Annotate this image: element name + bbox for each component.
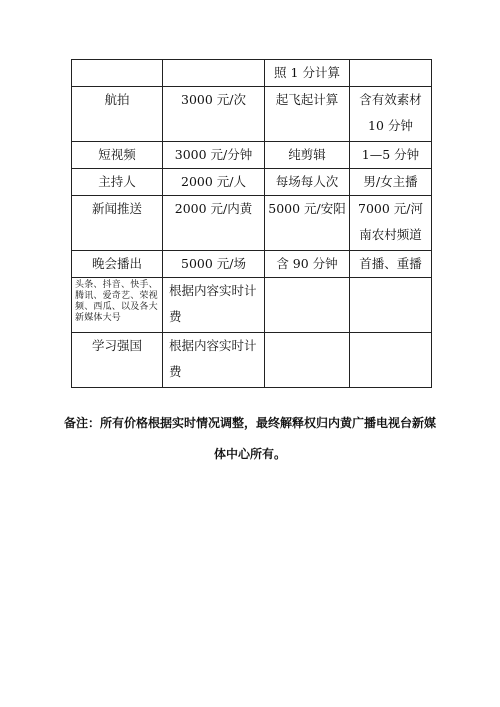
table-cell: 根据内容实时计费: [163, 333, 265, 388]
table-cell: 学习强国: [72, 333, 163, 388]
table-row: [72, 251, 432, 278]
table-cell: 头条、抖音、快手、腾讯、爱奇艺、荣视频、西瓜、以及各大新媒体大号: [72, 278, 163, 333]
table-cell: [350, 278, 432, 333]
table-cell: 含有效素材 10 分钟: [350, 87, 432, 142]
table-cell: 起飞起计算: [265, 87, 350, 142]
table-cell: 照 1 分计算: [265, 60, 350, 87]
table-cell: [163, 60, 265, 87]
table-cell: 航拍: [72, 87, 163, 142]
table-cell: 新闻推送: [72, 196, 163, 251]
table-cell: 3000 元/次: [163, 87, 265, 142]
table-row: [72, 333, 432, 388]
table-cell: 男/女主播: [350, 169, 432, 196]
table-row: [72, 278, 432, 333]
table-cell: 短视频: [72, 142, 163, 169]
table-cell: 根据内容实时计费: [163, 278, 265, 333]
table-cell: [265, 333, 350, 388]
table-row: [72, 196, 432, 251]
table-cell: 每场每人次: [265, 169, 350, 196]
table-cell: 首播、重播: [350, 251, 432, 278]
table-row: [72, 87, 432, 142]
table-cell: 晚会播出: [72, 251, 163, 278]
table-cell: [72, 60, 163, 87]
table-cell: [265, 278, 350, 333]
table-cell: 5000 元/场: [163, 251, 265, 278]
table-cell: 1—5 分钟: [350, 142, 432, 169]
table-cell: 2000 元/内黄: [163, 196, 265, 251]
table-cell: [350, 333, 432, 388]
table-cell: 含 90 分钟: [265, 251, 350, 278]
table-cell: 主持人: [72, 169, 163, 196]
table-cell: 纯剪辑: [265, 142, 350, 169]
footnote: 备注：所有价格根据实时情况调整，最终解释权归内黄广播电视台新媒体中心所有。: [63, 416, 436, 461]
price-table: [71, 59, 432, 388]
table-cell: 7000 元/河南农村频道: [350, 196, 432, 251]
table-row: [72, 60, 432, 87]
table-row: [72, 169, 432, 196]
table-row: [72, 142, 432, 169]
table-cell: 3000 元/分钟: [163, 142, 265, 169]
table-cell: [350, 60, 432, 87]
table-cell: 5000 元/安阳: [265, 196, 350, 251]
table-cell: 2000 元/人: [163, 169, 265, 196]
